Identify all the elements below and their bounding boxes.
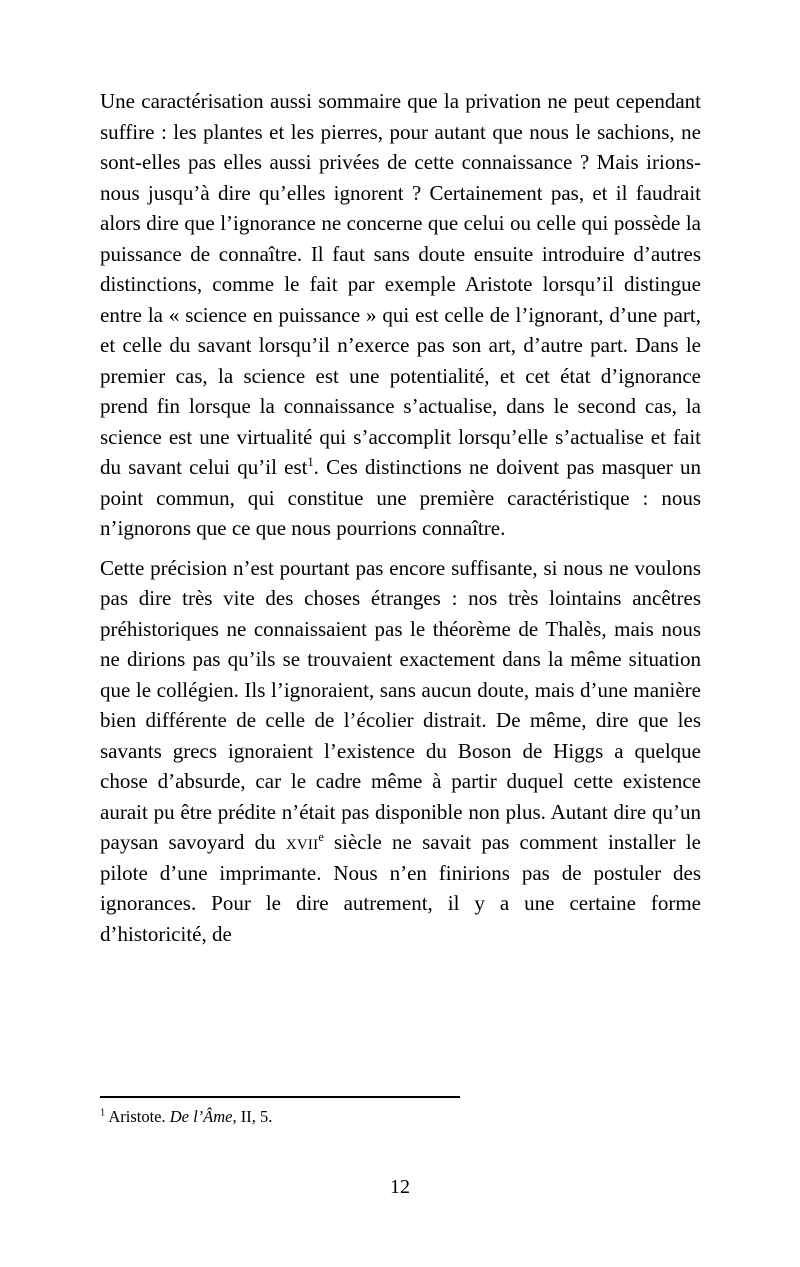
footnote-1-text-before-title: Aristote. (105, 1107, 170, 1126)
footnote-reference-1: 1 (307, 455, 314, 469)
footnote-separator-rule (100, 1096, 460, 1098)
paragraph-1 (100, 86, 701, 544)
cited-work-title: De l’Âme (169, 1107, 233, 1126)
footnote-area (100, 1096, 701, 1128)
century-ordinal-superscript: e (318, 830, 324, 844)
paragraph-1-text-after-footnote-ref: . Ces distinctions ne doivent pas masquer un point commun, qui constitue une première caractéristique : nous n’ignorons que ce que nous pourrions connaître. (100, 455, 701, 540)
paragraph-2-text-part-2: siècle ne savait pas comment installer le pilote d’une imprimante. Nous n’en finirions pas de postuler des ignorances. Pour le dire autrement, il y a une certaine forme d’historicité, de (100, 830, 701, 946)
footnote-1-text-after-title: , II, 5. (232, 1107, 273, 1126)
footnote-1 (100, 1106, 701, 1128)
paragraph-2 (100, 553, 701, 950)
paragraph-1-text-before-footnote-ref: Une caractérisation aussi sommaire que la privation ne peut cependant suffire : les plantes et les pierres, pour autant que nous le sachions, ne sont-elles pas elles aussi privées de cette connaissance ? Mais irions-nous jusqu’à dire qu’elles ignorent ? Certainement pas, et il faudrait alors dire que l’ignorance ne concerne que celui ou celle qui possède la puissance de connaître. Il faut sans doute ensuite introduire d’autres distinctions, comme le fait par exemple Aristote lorsqu’il distingue entre la « science en puissance » qui est celle de l’ignorant, d’une part, et celle du savant lorsqu’il n’exerce pas son art, d’autre part. Dans le premier cas, la science est une potentialité, et cet état d’ignorance prend fin lorsque la connaissance s’actualise, dans le second cas, la science est une virtualité qui s’accomplit lorsqu’elle s’actualise et fait du savant celui qu’il est (100, 89, 701, 479)
page-number: 12 (390, 1176, 410, 1198)
body-text (100, 86, 701, 949)
paragraph-2-text-part-1: Cette précision n’est pourtant pas encore suffisante, si nous ne voulons pas dire très vite des choses étranges : nos très lointains ancêtres préhistoriques ne connaissaient pas le théorème de Thalès, mais nous ne dirions pas qu’ils se trouvaient exactement dans la même situation que le collégien. Ils l’ignoraient, sans aucun doute, mais d’une manière bien différente de celle de l’écolier distrait. De même, dire que les savants grecs ignoraient l’existence du Boson de Higgs a quelque chose d’absurde, car le cadre même à partir duquel cette existence aurait pu être prédite n’était pas disponible non plus. Autant dire qu’un paysan savoyard du (100, 555, 701, 854)
roman-numeral-century: xvii (285, 830, 319, 854)
footnote-1-marker: 1 (100, 1107, 106, 1119)
